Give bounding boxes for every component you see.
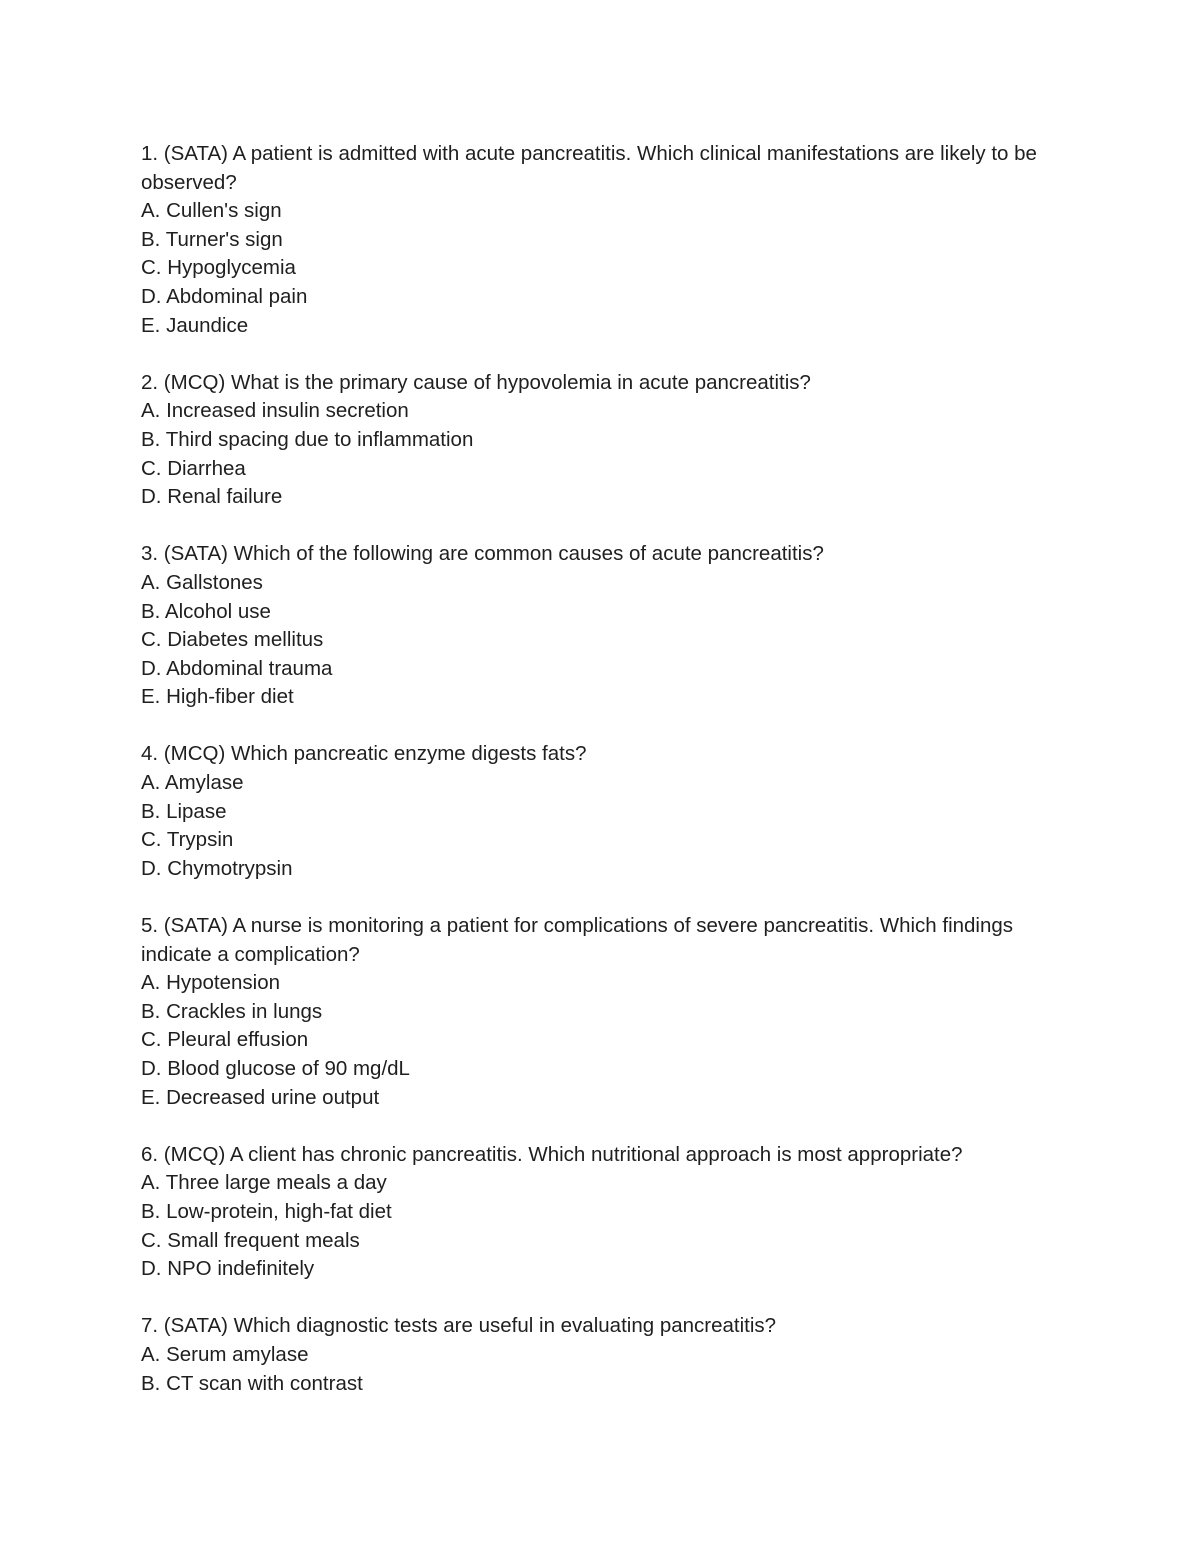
question-3 xyxy=(141,540,1071,712)
answer-option: D. Renal failure xyxy=(141,485,283,509)
answer-option: E. Jaundice xyxy=(141,313,249,337)
answer-option: C. Hypoglycemia xyxy=(141,256,296,280)
answer-option: C. Pleural effusion xyxy=(141,1028,309,1052)
answer-option: B. Turner's sign xyxy=(141,227,283,251)
answer-option: A. Hypotension xyxy=(141,971,281,995)
question-text: 6. (MCQ) A client has chronic pancreatitis. Which nutritional approach is most appropriate? xyxy=(141,1142,963,1166)
question-text: 5. (SATA) A nurse is monitoring a patient for complications of severe pancreatitis. Which findings indicate a complication? xyxy=(141,914,1014,966)
question-text: 1. (SATA) A patient is admitted with acute pancreatitis. Which clinical manifestations are likely to be observed? xyxy=(141,142,1037,194)
answer-option: A. Three large meals a day xyxy=(141,1171,387,1195)
answer-option: C. Diarrhea xyxy=(141,456,246,480)
answer-option: D. Blood glucose of 90 mg/dL xyxy=(141,1057,410,1080)
question-6 xyxy=(141,1141,1071,1284)
answer-option: B. Third spacing due to inflammation xyxy=(141,427,474,451)
answer-option: C. Diabetes mellitus xyxy=(141,628,324,652)
answer-option: B. Alcohol use xyxy=(141,599,271,623)
answer-option: A. Serum amylase xyxy=(141,1342,309,1366)
answer-option: C. Trypsin xyxy=(141,828,234,852)
answer-option: D. NPO indefinitely xyxy=(141,1257,315,1281)
answer-option: B. Low-protein, high-fat diet xyxy=(141,1199,392,1223)
question-1 xyxy=(141,140,1071,340)
answer-option: A. Amylase xyxy=(141,771,244,795)
question-2 xyxy=(141,369,1071,512)
answer-option: A. Gallstones xyxy=(141,570,263,594)
question-text: 3. (SATA) Which of the following are common causes of acute pancreatitis? xyxy=(141,542,824,566)
answer-option: A. Increased insulin secretion xyxy=(141,399,409,423)
answer-option: E. Decreased urine output xyxy=(141,1085,380,1109)
question-text: 4. (MCQ) Which pancreatic enzyme digests fats? xyxy=(141,742,587,766)
answer-option: B. CT scan with contrast xyxy=(141,1371,363,1395)
question-text: 2. (MCQ) What is the primary cause of hypovolemia in acute pancreatitis? xyxy=(141,370,811,394)
answer-option: A. Cullen's sign xyxy=(141,199,282,223)
answer-option: B. Crackles in lungs xyxy=(141,999,323,1023)
question-7 xyxy=(141,1312,1071,1398)
answer-option: D. Abdominal trauma xyxy=(141,656,333,680)
answer-option: E. High-fiber diet xyxy=(141,685,294,709)
question-5 xyxy=(141,912,1071,1112)
answer-option: C. Small frequent meals xyxy=(141,1228,360,1252)
question-4 xyxy=(141,740,1071,883)
question-list xyxy=(141,140,1071,1427)
question-text: 7. (SATA) Which diagnostic tests are useful in evaluating pancreatitis? xyxy=(141,1314,777,1338)
answer-option: D. Chymotrypsin xyxy=(141,856,293,880)
answer-option: D. Abdominal pain xyxy=(141,284,308,308)
answer-option: B. Lipase xyxy=(141,799,227,823)
